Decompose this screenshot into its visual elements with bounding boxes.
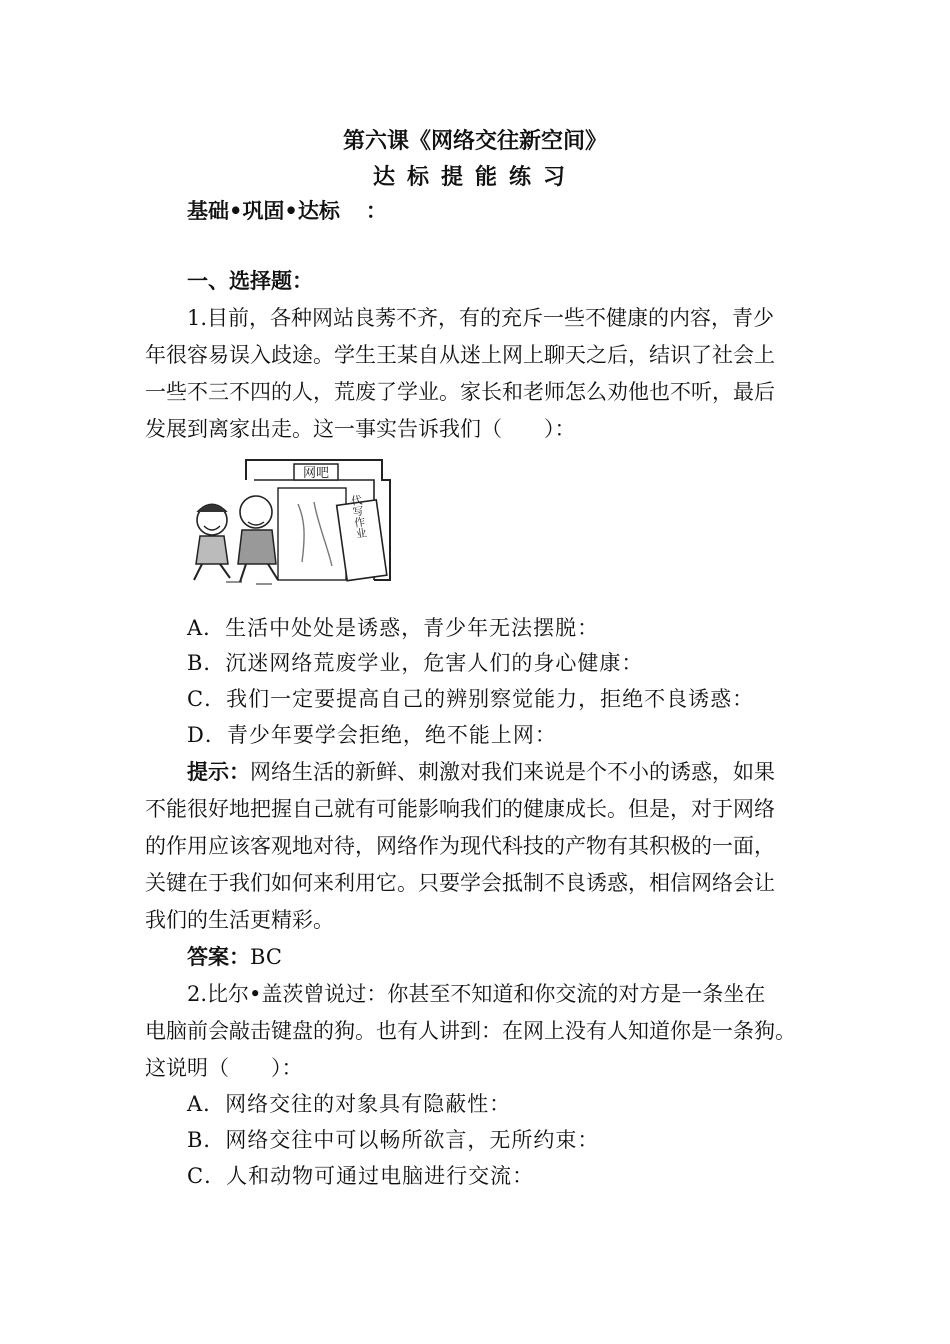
- hint-text: 关键在于我们如何来利用它。只要学会抵制不良诱惑，相信网络会让: [145, 871, 775, 895]
- boy-legs: [240, 564, 278, 582]
- q2-option: C．人和动物可通过电脑进行交流：: [187, 1164, 535, 1188]
- q2-line: 这说明（ ）：: [145, 1056, 303, 1080]
- q1-option: D．青少年要学会拒绝，绝不能上网：: [187, 723, 557, 747]
- hint-text: 的作用应该客观地对待，网络作为现代科技的产物有其积极的一面，: [145, 834, 775, 858]
- internet-cafe-cartoon: [186, 452, 398, 588]
- q2-line: 2.比尔•盖茨曾说过：你甚至不知道和你交流的对方是一条坐在: [187, 982, 766, 1006]
- hint-text: 不能很好地把握自己就有可能影响我们的健康成长。但是，对于网络: [145, 797, 775, 821]
- hint-text: 我们的生活更精彩。: [145, 908, 334, 932]
- boy-body: [238, 530, 276, 564]
- boy-head: [240, 496, 272, 528]
- q1-hint: [187, 757, 775, 787]
- q1-line: 一些不三不四的人，荒废了学业。家长和老师怎么劝他也不听，最后: [145, 380, 775, 404]
- q1-line: 发展到离家出走。这一事实告诉我们（ ）：: [145, 417, 576, 441]
- answer-value: BC: [250, 945, 282, 969]
- cafe-sign-text: 网吧: [302, 466, 330, 481]
- q2-line: 电脑前会敲击键盘的狗。也有人讲到：在网上没有人知道你是一条狗。: [145, 1019, 796, 1043]
- answer-label: 答案：: [187, 944, 250, 969]
- section-label: [187, 196, 387, 226]
- q1-option: A．生活中处处是诱惑，青少年无法摆脱：: [187, 616, 600, 640]
- motion-lines: [226, 582, 272, 584]
- page-subtitle: 达标提能练习: [372, 164, 577, 190]
- q1-option: B．沉迷网络荒废学业，危害人们的身心健康：: [187, 651, 644, 675]
- q2-option: A．网络交往的对象具有隐蔽性：: [187, 1092, 512, 1116]
- boy-body: [196, 536, 228, 564]
- boy-legs: [194, 564, 230, 580]
- section-label-colon: ：: [365, 198, 387, 223]
- cafe-doorway: [278, 488, 346, 580]
- q2-option: B．网络交往中可以畅所欲言，无所约束：: [187, 1128, 600, 1152]
- homework-board-text: 代写作业: [348, 493, 368, 540]
- q1-option: C．我们一定要提高自己的辨别察觉能力，拒绝不良诱惑：: [187, 687, 755, 711]
- q1-line: 年很容易误入歧途。学生王某自从迷上网上聊天之后，结识了社会上: [145, 343, 775, 367]
- page-title: 第六课《网络交往新空间》: [342, 128, 607, 154]
- part-heading: 一、选择题：: [187, 268, 313, 293]
- hint-text: 网络生活的新鲜、刺激对我们来说是个不小的诱惑，如果: [250, 760, 775, 784]
- boy-cap: [197, 504, 227, 512]
- doorway-shadow: [298, 504, 304, 562]
- hint-label: 提示：: [187, 759, 250, 784]
- q1-answer: [187, 942, 282, 972]
- doorway-shadow: [314, 502, 332, 566]
- section-label-text: 基础•巩固•达标: [187, 198, 340, 223]
- q1-line: 1.目前，各种网站良莠不齐，有的充斥一些不健康的内容，青少: [187, 306, 775, 330]
